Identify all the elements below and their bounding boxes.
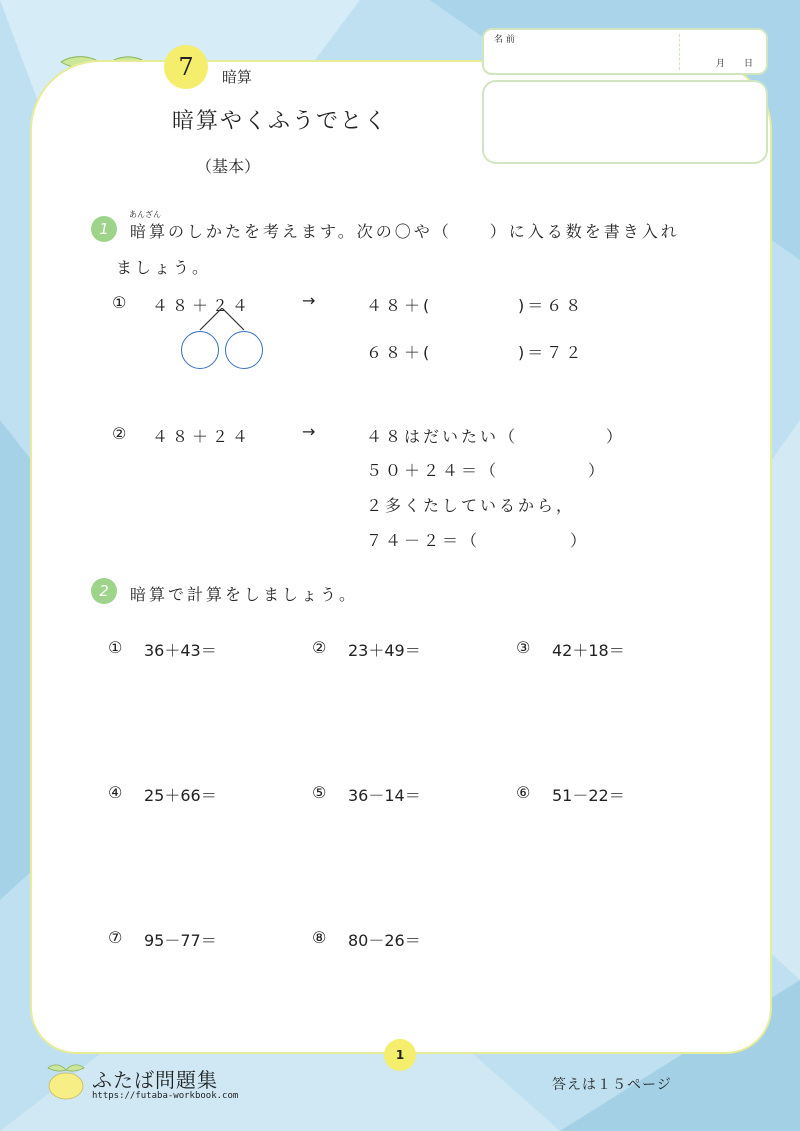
part1-step1-left: ４８＋( [366,296,433,315]
brand-name: ふたば問題集 [92,1068,218,1092]
question-2-badge: 2 [91,578,117,604]
problem-1-marker: ① [108,638,123,657]
part2-line3: ２多くたしているから， [366,496,576,515]
name-field[interactable] [482,28,768,75]
part2-line2-right: ） [588,461,608,480]
part1-arrow: → [302,291,316,310]
problem-6-marker: ⑥ [516,783,531,802]
problem-4-expression: 25＋66＝ [144,786,217,805]
ruby-annotation: あんざん [129,210,161,219]
part2-line1-right: ） [606,427,626,446]
problem-3-expression: 42＋18＝ [552,641,625,660]
problem-5-marker: ⑤ [312,783,327,802]
page-number: 1 [384,1039,416,1071]
part2-expression: ４８＋２４ [152,427,253,446]
problem-6-expression: 51－22＝ [552,786,625,805]
problem-8-expression: 80－26＝ [348,931,421,950]
problem-4-marker: ④ [108,783,123,802]
answer-page-note: 答えは１５ページ [552,1077,672,1093]
unit-label: 暗算 [222,68,253,86]
question-1-badge: 1 [91,216,117,242]
q1-instruction-line2: ましょう。 [116,258,212,277]
unit-number-badge: 7 [164,45,208,89]
problem-2-marker: ② [312,638,327,657]
month-label: 月 [716,59,726,69]
problem-5-expression: 36－14＝ [348,786,421,805]
problem-8-marker: ⑧ [312,928,327,947]
problem-7-expression: 95－77＝ [144,931,217,950]
part2-arrow: → [302,422,316,441]
part1-step2-right: )＝７２ [518,343,585,362]
level-label: （基本） [196,157,261,176]
name-label: 名 前 [494,35,515,45]
page-title: 暗算やくふうでとく [172,109,389,134]
part1-expression: ４８＋２４ [152,296,253,315]
part2-line4-right: ） [570,531,590,550]
footer-mascot-icon [46,1062,86,1100]
answer-circle-right[interactable] [225,331,263,369]
problem-3-marker: ③ [516,638,531,657]
part2-line1-left: ４８はだいたい（ [366,427,519,446]
part2-marker: ② [112,424,127,443]
comment-box[interactable] [482,80,768,164]
answer-circle-left[interactable] [181,331,219,369]
problem-2-expression: 23＋49＝ [348,641,421,660]
name-divider [679,34,680,70]
part1-step2-left: ６８＋( [366,343,433,362]
q1-instruction-line1: 暗算のしかたを考えます。次の〇や（ ）に入る数を書き入れ [130,222,680,241]
day-label: 日 [744,59,754,69]
problem-7-marker: ⑦ [108,928,123,947]
problem-1-expression: 36＋43＝ [144,641,217,660]
part2-line2-left: ５０＋２４＝（ [366,461,500,480]
brand-url[interactable]: https://futaba-workbook.com [92,1091,239,1101]
q2-instruction: 暗算で計算をしましょう。 [130,585,359,604]
part1-marker: ① [112,293,127,312]
part1-step1-right: )＝６８ [518,296,585,315]
part2-line4-left: ７４－２＝（ [366,531,481,550]
